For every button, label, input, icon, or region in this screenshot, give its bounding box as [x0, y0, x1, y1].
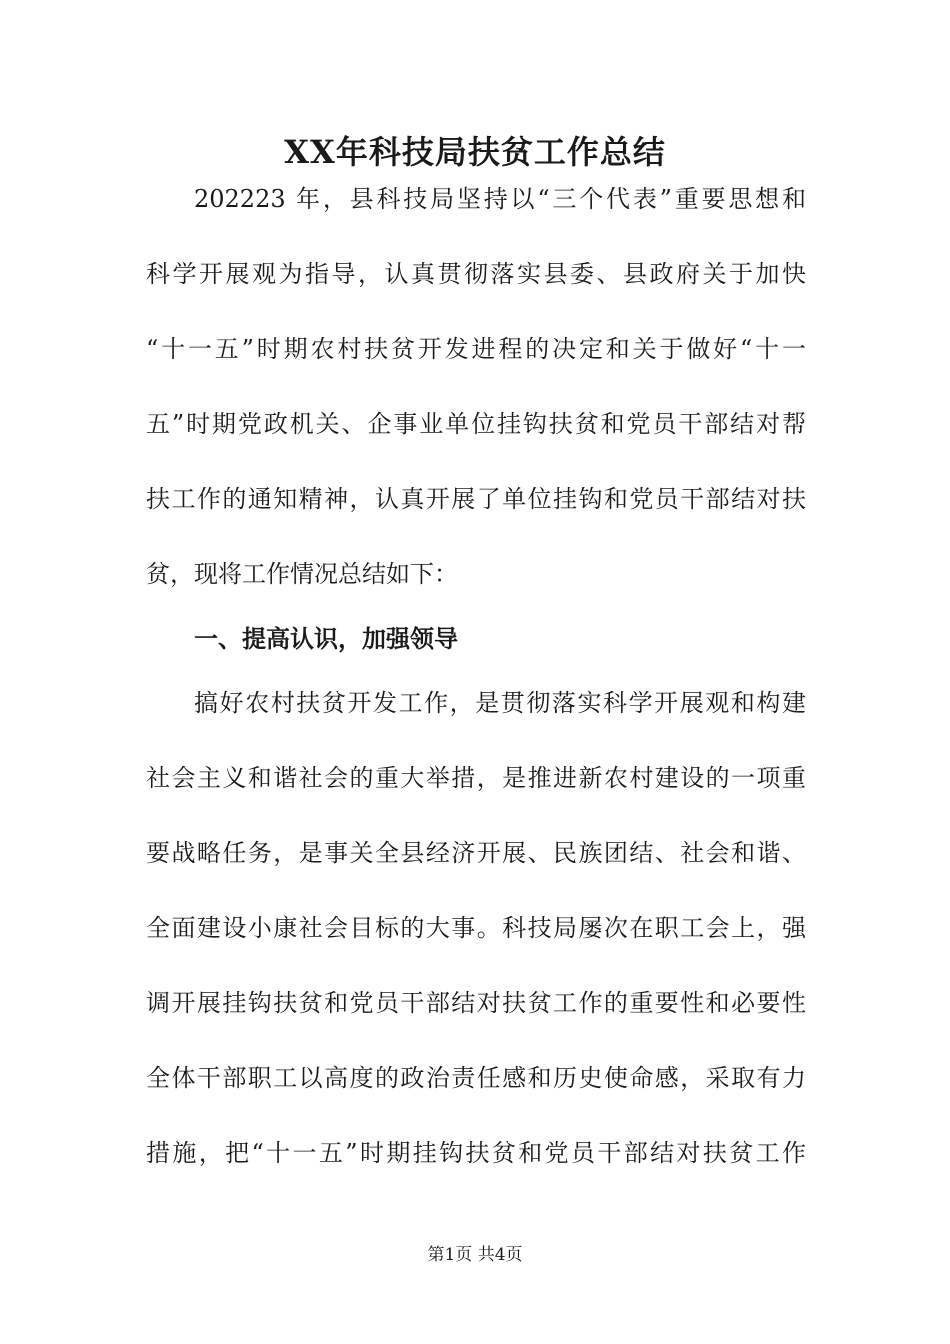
- document-title: XX年科技局扶贫工作总结: [284, 133, 666, 171]
- paragraph-line: 202223 年，县科技局坚持以“三个代表”重要思想和: [194, 185, 806, 213]
- paragraph-line: 搞好农村扶贫开发工作，是贯彻落实科学开展观和构建: [194, 689, 806, 717]
- paragraph-line: “十一五”时期农村扶贫开发进程的决定和关于做好“十一: [146, 335, 806, 363]
- paragraph-line: 措施，把“十一五”时期挂钩扶贫和党员干部结对扶贫工作: [146, 1139, 806, 1167]
- paragraph-line: 全体干部职工以高度的政治责任感和历史使命感，采取有力: [146, 1064, 806, 1092]
- paragraph-line: 科学开展观为指导，认真贯彻落实县委、县政府关于加快: [146, 260, 806, 288]
- paragraph-line: 社会主义和谐社会的重大举措，是推进新农村建设的一项重: [146, 764, 806, 792]
- paragraph-line: 全面建设小康社会目标的大事。科技局屡次在职工会上，强: [146, 914, 806, 942]
- paragraph-line: 贫，现将工作情况总结如下：: [146, 560, 458, 588]
- paragraph-line: 扶工作的通知精神，认真开展了单位挂钩和党员干部结对扶: [146, 485, 806, 513]
- paragraph-line: 五”时期党政机关、企事业单位挂钩扶贫和党员干部结对帮: [146, 410, 806, 438]
- page-number-footer: 第1页 共4页: [427, 1245, 523, 1265]
- paragraph-line: 调开展挂钩扶贫和党员干部结对扶贫工作的重要性和必要性: [146, 989, 806, 1017]
- paragraph-line: 要战略任务，是事关全县经济开展、民族团结、社会和谐、: [146, 839, 806, 867]
- section-heading: 一、提高认识，加强领导: [194, 625, 458, 653]
